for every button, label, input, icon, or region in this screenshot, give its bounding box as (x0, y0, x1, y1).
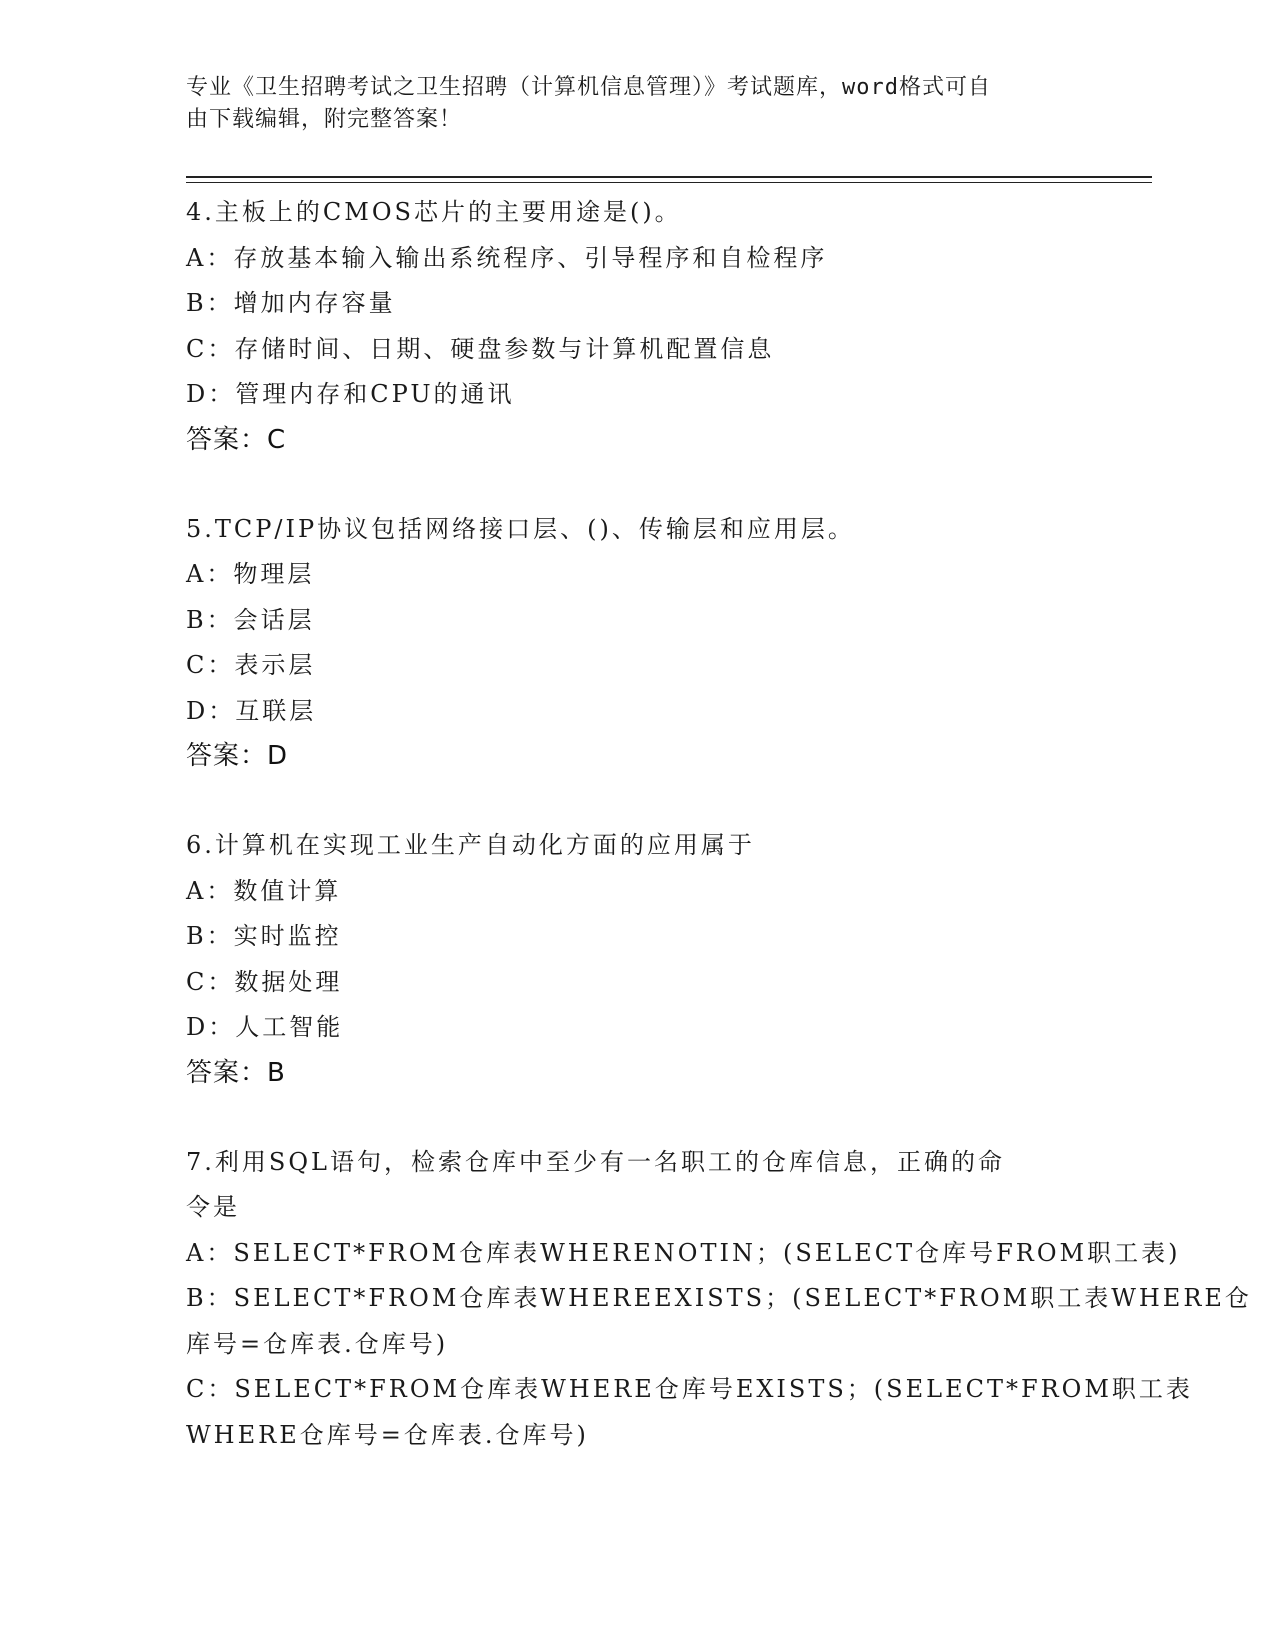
option-d: D：管理内存和CPU的通讯 (186, 380, 515, 408)
question-stem: 6.计算机在实现工业生产自动化方面的应用属于 (186, 831, 755, 859)
answer-label: 答案：B (186, 1057, 286, 1088)
question-stem: 4.主板上的CMOS芯片的主要用途是()。 (186, 198, 682, 226)
option-a: A：存放基本输入输出系统程序、引导程序和自检程序 (186, 243, 828, 272)
question-5 (186, 507, 1066, 779)
option-c-line-2: WHERE仓库号=仓库表.仓库号) (186, 1420, 589, 1449)
answer-label: 答案：D (186, 741, 289, 771)
question-7 (186, 1140, 1252, 1459)
header-divider-thin (186, 182, 1152, 183)
option-b-line-1: B：SELECT*FROM仓库表WHEREEXISTS；(SELECT*FROM职工表WHERE仓 (186, 1284, 1252, 1312)
question-list (186, 190, 1252, 1503)
option-c: C：存储时间、日期、硬盘参数与计算机配置信息 (186, 334, 775, 363)
option-a: A：数值计算 (186, 876, 342, 905)
question-6 (186, 823, 1066, 1095)
option-d: D：互联层 (186, 696, 317, 725)
option-a: A：SELECT*FROM仓库表WHERENOTIN；(SELECT仓库号FROM职工表) (186, 1238, 1181, 1267)
header-line-2: 由下载编辑，附完整答案！ (186, 107, 463, 132)
option-b-line-2: 库号=仓库表.仓库号) (186, 1329, 449, 1358)
question-4 (186, 190, 1066, 462)
question-stem: 5.TCP/IP协议包括网络接口层、()、传输层和应用层。 (186, 514, 855, 543)
option-b: B：增加内存容量 (186, 289, 396, 317)
option-c-line-1: C：SELECT*FROM仓库表WHERE仓库号EXISTS；(SELECT*FROM职工表 (186, 1375, 1193, 1403)
question-stem-line-1: 7.利用SQL语句，检索仓库中至少有一名职工的仓库信息，正确的命 (186, 1147, 1005, 1176)
option-b: B：会话层 (186, 605, 315, 634)
question-stem-line-2: 令是 (186, 1193, 240, 1221)
option-b: B：实时监控 (186, 922, 342, 950)
option-a: A：物理层 (186, 560, 315, 588)
option-d: D：人工智能 (186, 1013, 344, 1041)
document-header (186, 72, 1066, 136)
answer-label: 答案：C (186, 424, 287, 455)
header-line-1: 专业《卫生招聘考试之卫生招聘（计算机信息管理）》考试题库，word格式可自 (186, 75, 991, 100)
option-c: C：数据处理 (186, 967, 343, 996)
option-c: C：表示层 (186, 651, 316, 679)
header-divider-thick (186, 176, 1152, 178)
